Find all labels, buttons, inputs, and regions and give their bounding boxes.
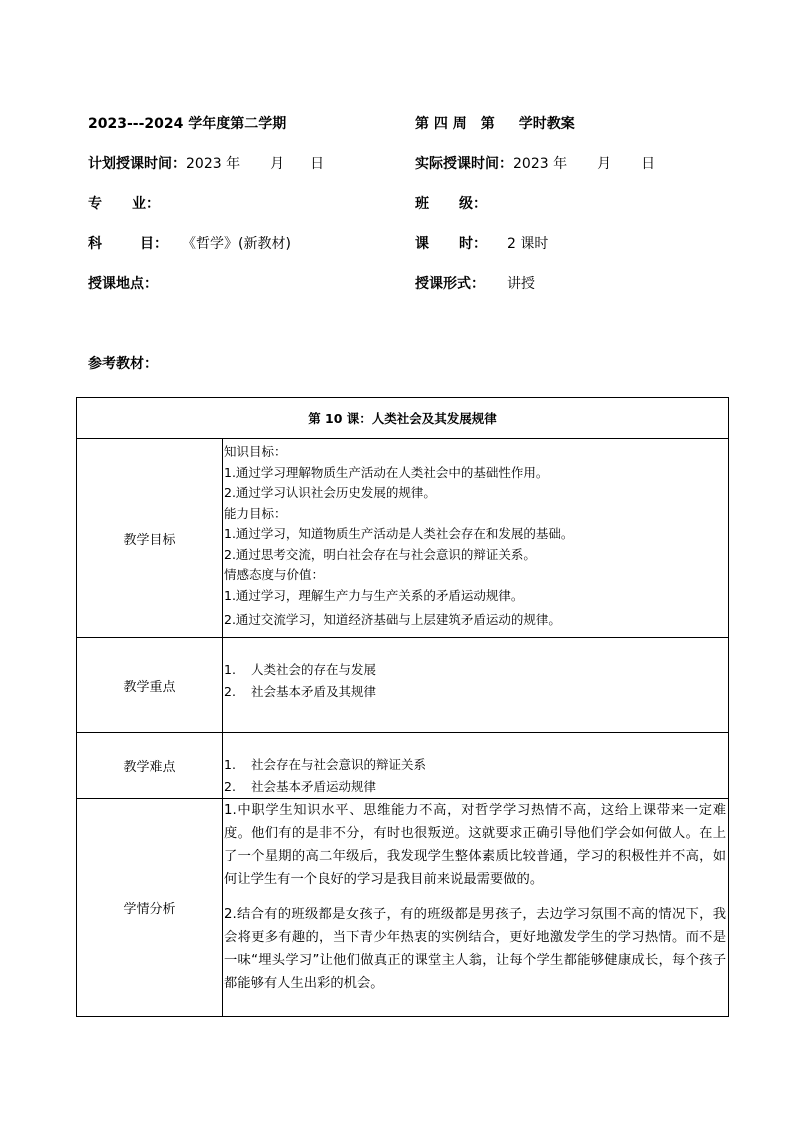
major-label: 专 业： — [88, 196, 160, 212]
analysis-content — [223, 799, 729, 1017]
objectives-content — [223, 439, 729, 638]
analysis-label: 学情分析 — [77, 799, 223, 1017]
planned-time-year: 2023 年 — [186, 156, 241, 172]
week-info — [415, 115, 575, 133]
objective-line: 2.通过思考交流，明白社会存在与社会意识的辩证关系。 — [224, 546, 536, 562]
week-number: 第 四 周 — [415, 116, 467, 132]
difficulty-item: 1. 社会存在与社会意识的辩证关系 — [224, 757, 427, 772]
class-hours-value: 2 课时 — [507, 236, 549, 252]
teaching-form-value: 讲授 — [507, 276, 535, 292]
actual-time-month: 月 — [597, 156, 612, 172]
key-point-item: 2. 社会基本矛盾及其规律 — [224, 684, 377, 699]
planned-time — [88, 155, 324, 173]
objective-line: 1.通过学习，知道物质生产活动是人类社会存在和发展的基础。 — [224, 526, 574, 541]
objective-line: 2.通过交流学习，知道经济基础与上层建筑矛盾运动的规律。 — [224, 612, 561, 627]
key-point-item: 1. 人类社会的存在与发展 — [224, 662, 377, 677]
key-points-content — [223, 638, 729, 733]
objective-line: 1.通过学习理解物质生产活动在人类社会中的基础性作用。 — [224, 464, 549, 480]
lesson-plan-table — [76, 397, 729, 1017]
subject-label: 科 目： — [88, 236, 168, 252]
lesson-title: 第 10 课：人类社会及其发展规律 — [77, 398, 729, 439]
difficulty-item: 2. 社会基本矛盾运动规律 — [224, 779, 377, 794]
objective-line: 1.通过学习，理解生产力与生产关系的矛盾运动规律。 — [224, 587, 524, 603]
difficulties-content — [223, 733, 729, 799]
planned-time-month: 月 — [270, 156, 285, 172]
objective-line: 知识目标： — [224, 444, 287, 459]
class-label: 班 级： — [415, 196, 487, 212]
actual-time-year: 2023 年 — [513, 156, 568, 172]
subject-value: 《哲学》(新教材) — [182, 236, 291, 252]
objective-line: 情感态度与价值： — [224, 567, 325, 582]
reference-label: 参考教材： — [88, 356, 158, 372]
teaching-form — [415, 275, 535, 293]
lesson-plan-label: 学时教案 — [518, 116, 575, 132]
actual-time-day: 日 — [641, 156, 656, 172]
actual-time-label: 实际授课时间： — [415, 156, 513, 172]
planned-time-label: 计划授课时间： — [88, 156, 186, 172]
subject — [88, 235, 291, 253]
planned-time-day: 日 — [310, 156, 325, 172]
week-order: 第 — [480, 116, 495, 132]
actual-time — [415, 155, 655, 173]
teaching-form-label: 授课形式： — [415, 276, 485, 292]
objectives-label: 教学目标 — [77, 439, 223, 638]
difficulties-label: 教学难点 — [77, 733, 223, 799]
class-hours — [415, 235, 548, 253]
analysis-paragraph: 2.结合有的班级都是女孩子，有的班级都是男孩子，去边学习氛围不高的情况下，我会将更多有趣的，当下青少年热衷的实例结合，更好地激发学生的学习热情。而不是一味“埋头学习”让他们做真正的课堂主人翁，让每个学生都能够健康成长，每个孩子都能够有人生出彩的机会。 — [224, 907, 727, 991]
objective-line: 2.通过学习认识社会历史发展的规律。 — [224, 485, 436, 500]
place-label: 授课地点： — [88, 276, 158, 292]
class-hours-label: 课 时： — [415, 236, 487, 252]
term-title: 2023---2024 学年度第二学期 — [88, 116, 287, 132]
objective-line: 能力目标： — [224, 505, 287, 521]
key-points-label: 教学重点 — [77, 638, 223, 733]
analysis-paragraph: 1.中职学生知识水平、思维能力不高，对哲学学习热情不高，这给上课带来一定难度。他们有的是非不分，有时也很叛逆。这就要求正确引导他们学会如何做人。在上了一个星期的高二年级后，我发现学生整体素质比较普通，学习的积极性并不高，如何让学生有一个良好的学习是我目前来说最需要做的。 — [224, 803, 727, 887]
